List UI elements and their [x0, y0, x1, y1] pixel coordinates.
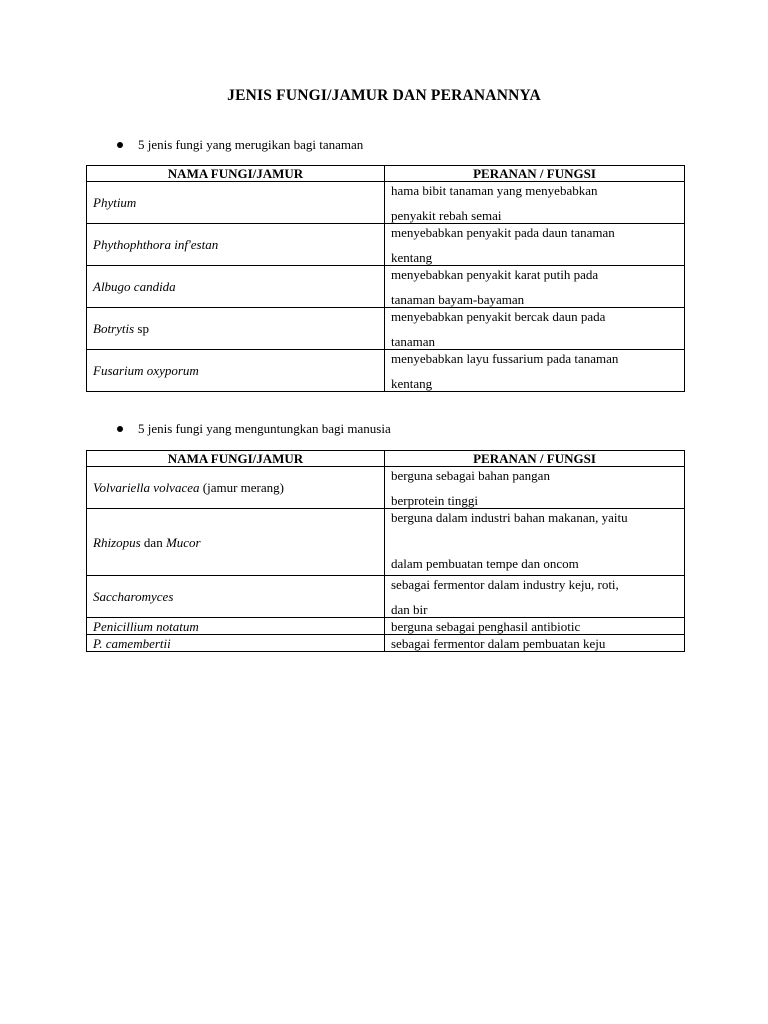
role-line-2: tanaman [391, 334, 436, 349]
role-line-2: penyakit rebah semai [391, 208, 502, 223]
role-line-2: dan bir [391, 602, 428, 617]
column-header-name: NAMA FUNGI/JAMUR [87, 451, 385, 467]
table-row [87, 635, 685, 652]
fungi-name-suffix: (jamur merang) [199, 480, 284, 495]
role-cell [385, 224, 685, 266]
fungi-name-cell [87, 467, 385, 509]
role-cell: berguna sebagai penghasil antibiotic [385, 618, 685, 635]
role-line-2: kentang [391, 376, 433, 391]
fungi-name-cell: Albugo candida [87, 266, 385, 308]
role-line-1: berguna dalam industri bahan makanan, yaitu [391, 510, 628, 525]
role-line-2: kentang [391, 250, 433, 265]
table-header-row [87, 451, 685, 467]
role-cell: sebagai fermentor dalam pembuatan keju [385, 635, 685, 652]
fungi-name: Rhizopus [93, 534, 141, 550]
table-row [87, 266, 685, 308]
role-line-1: menyebabkan layu fussarium pada tanaman [391, 351, 619, 366]
fungi-name-cell: Phytium [87, 182, 385, 224]
table-row [87, 618, 685, 635]
section1-bullet [117, 137, 363, 153]
role-line-2: dalam pembuatan tempe dan oncom [391, 556, 579, 571]
fungi-name-cell [87, 509, 385, 576]
bullet-icon [117, 142, 123, 148]
table-row [87, 467, 685, 509]
role-cell [385, 266, 685, 308]
beneficial-fungi-table [86, 450, 685, 652]
table-row [87, 509, 685, 576]
table-header-row [87, 166, 685, 182]
section2-bullet [117, 421, 391, 437]
harmful-fungi-table [86, 165, 685, 392]
fungi-name-connector: dan [140, 534, 166, 550]
role-line-1: menyebabkan penyakit pada daun tanaman [391, 225, 615, 240]
fungi-name-cell [87, 308, 385, 350]
role-line-1: menyebabkan penyakit karat putih pada [391, 267, 599, 282]
fungi-name-cell: Phythophthora inf'estan [87, 224, 385, 266]
fungi-name: Botrytis [93, 321, 135, 336]
role-line-1: hama bibit tanaman yang menyebabkan [391, 183, 598, 198]
fungi-name-suffix: sp [134, 321, 149, 336]
fungi-name-cell: Penicillium notatum [87, 618, 385, 635]
table-row [87, 350, 685, 392]
role-line-2: tanaman bayam-bayaman [391, 292, 525, 307]
role-line-2: berprotein tinggi [391, 493, 479, 508]
page-title: JENIS FUNGI/JAMUR DAN PERANANNYA [227, 87, 541, 104]
role-cell [385, 509, 685, 576]
role-line-1: sebagai fermentor dalam industry keju, roti, [391, 577, 619, 592]
role-line-1: menyebabkan penyakit bercak daun pada [391, 309, 606, 324]
fungi-name: Volvariella volvacea [93, 480, 200, 495]
table-row [87, 224, 685, 266]
table-row [87, 308, 685, 350]
table-row [87, 182, 685, 224]
fungi-name-2: Mucor [165, 534, 201, 550]
role-cell [385, 182, 685, 224]
role-cell [385, 308, 685, 350]
section2-bullet-text: 5 jenis fungi yang menguntungkan bagi manusia [138, 421, 391, 436]
table-row [87, 576, 685, 618]
fungi-name-cell: P. camembertii [87, 635, 385, 652]
role-cell [385, 576, 685, 618]
role-cell [385, 350, 685, 392]
fungi-name-cell: Saccharomyces [87, 576, 385, 618]
fungi-name-cell: Fusarium oxyporum [87, 350, 385, 392]
role-line-1: berguna sebagai bahan pangan [391, 468, 550, 483]
role-cell [385, 467, 685, 509]
column-header-role: PERANAN / FUNGSI [385, 451, 685, 467]
bullet-icon [117, 426, 123, 432]
column-header-role: PERANAN / FUNGSI [385, 166, 685, 182]
column-header-name: NAMA FUNGI/JAMUR [87, 166, 385, 182]
section1-bullet-text: 5 jenis fungi yang merugikan bagi tanaman [138, 137, 364, 152]
